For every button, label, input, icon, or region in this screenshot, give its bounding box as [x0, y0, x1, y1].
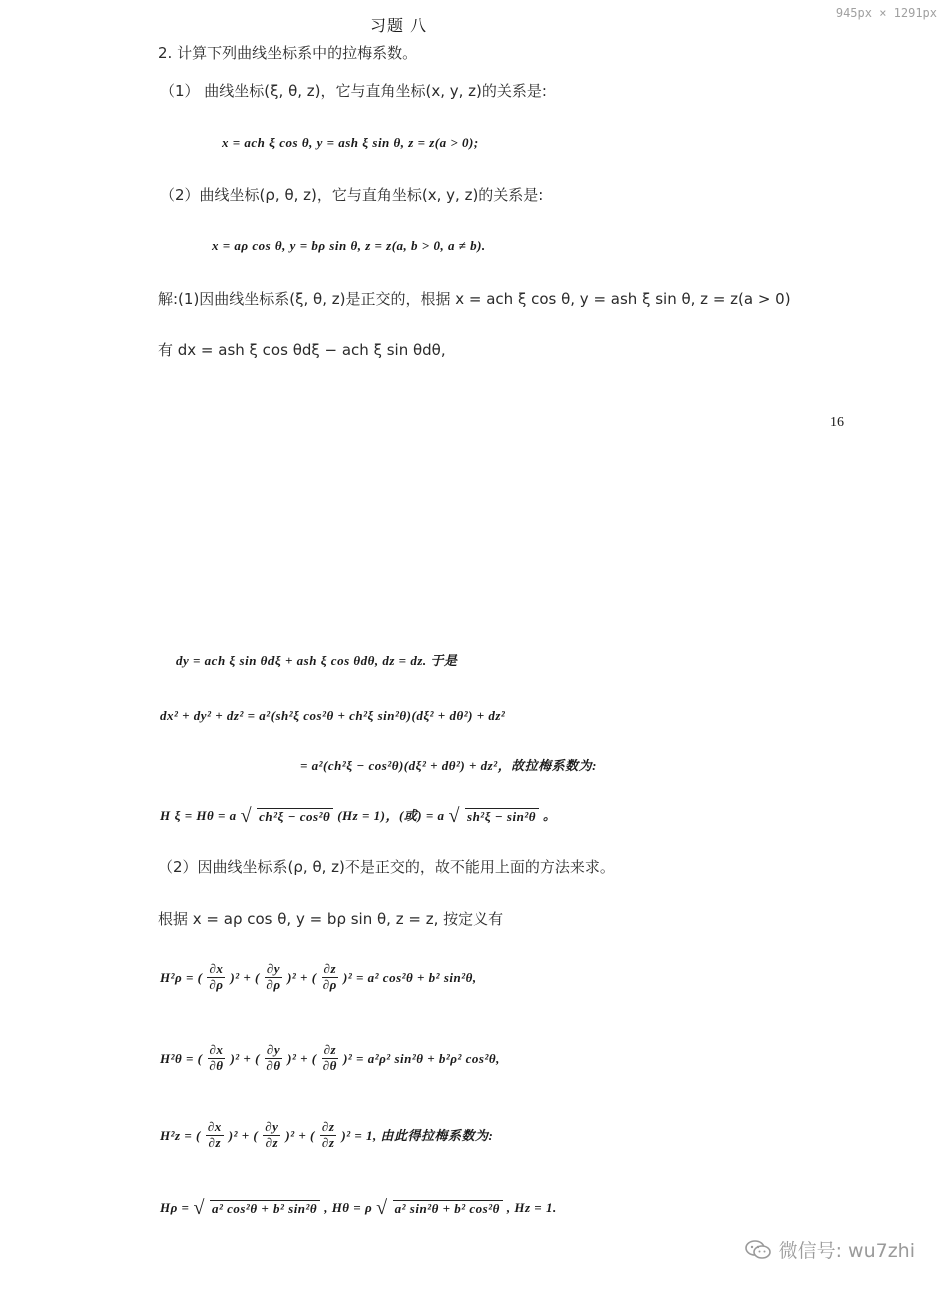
partial-fraction [207, 962, 225, 993]
image-dimension-label: 945px × 1291px [835, 6, 937, 20]
eq-rhs: )² = 1, 由此得拉梅系数为: [341, 1127, 494, 1143]
partial-fraction [206, 1120, 224, 1151]
partial-fraction [265, 1043, 282, 1074]
solution-line-7: （2）因曲线坐标系(ρ, θ, z)不是正交的，故不能用上面的方法来求。 [158, 858, 615, 876]
wechat-watermark [745, 1236, 915, 1263]
part2-equation: x = aρ cos θ, y = bρ sin θ, z = z(a, b > 0, a ≠ b). [212, 238, 486, 253]
denominator: ∂θ [322, 1057, 337, 1073]
h-z-alternative: (Hz = 1)，(或) = a [337, 808, 445, 824]
sqrt-icon: √ [376, 1197, 388, 1219]
h-xi-equals: ξ = Hθ = a [174, 808, 237, 824]
denominator: ∂ρ [266, 976, 281, 992]
separator: )² + ( [287, 1050, 317, 1066]
denominator: ∂ρ [322, 976, 337, 992]
numerator: ∂y [266, 961, 281, 976]
eq-rhs: )² = a² cos²θ + b² sin²θ, [343, 969, 477, 985]
numerator: ∂y [266, 1042, 281, 1057]
sqrt-radicand-rho: a² cos²θ + b² sin²θ [210, 1200, 320, 1217]
lame-coefficients-part1 [160, 804, 556, 828]
part2-intro: （2）曲线坐标(ρ, θ, z)，它与直角坐标(x, y, z)的关系是: [160, 186, 544, 204]
separator: )² + ( [228, 1127, 259, 1143]
solution-line-1: 解:(1)因曲线坐标系(ξ, θ, z)是正交的，根据 x = ach ξ cos θ, y = ash ξ sin θ, z = z(a > 0) [158, 290, 791, 308]
eq-lhs: H²z = ( [160, 1127, 201, 1143]
part1-equation: x = ach ξ cos θ, y = ash ξ sin θ, z = z(a > 0); [222, 135, 479, 150]
h-theta-label: , Hθ = ρ [324, 1200, 373, 1216]
partial-fraction [263, 1120, 280, 1151]
h-z-label: , Hz = 1. [506, 1200, 557, 1216]
denominator: ∂θ [266, 1057, 281, 1073]
denominator: ∂z [265, 1134, 279, 1150]
sqrt-radicand-1: ch²ξ − cos²θ [257, 808, 333, 825]
separator: )² + ( [287, 969, 317, 985]
solution-line-3: dy = ach ξ sin θdξ + ash ξ cos θdθ, dz = dz. 于是 [176, 653, 458, 668]
denominator: ∂z [208, 1134, 222, 1150]
solution-line-2: 有 dx = ash ξ cos θdξ − ach ξ sin θdθ, [158, 341, 446, 359]
numerator: ∂y [265, 1119, 279, 1134]
separator: )² + ( [230, 1050, 260, 1066]
partial-fraction [208, 1043, 226, 1074]
sqrt-icon: √ [240, 805, 253, 827]
eq-h-theta [160, 1043, 500, 1074]
solution-line-8: 根据 x = aρ cos θ, y = bρ sin θ, z = z, 按定义有 [158, 910, 504, 928]
sqrt-radicand-2: sh²ξ − sin²θ [465, 808, 539, 825]
partial-fraction [322, 962, 338, 993]
problem-statement: 2. 计算下列曲线坐标系中的拉梅系数。 [158, 44, 418, 62]
sqrt-radicand-theta: a² sin²θ + b² cos²θ [393, 1200, 503, 1217]
h-xi-symbol: H [160, 808, 171, 824]
eq-rhs: )² = a²ρ² sin²θ + b²ρ² cos²θ, [343, 1050, 500, 1066]
solution-line-4: dx² + dy² + dz² = a²(sh²ξ cos²θ + ch²ξ sin²θ)(dξ² + dθ²) + dz² [160, 708, 506, 723]
numerator: ∂x [209, 1042, 224, 1057]
separator: )² + ( [285, 1127, 315, 1143]
numerator: ∂z [321, 1119, 335, 1134]
separator: )² + ( [230, 969, 260, 985]
eq-lhs: H²θ = ( [160, 1050, 203, 1066]
denominator: ∂z [321, 1134, 335, 1150]
watermark-text: 微信号: wu7zhi [778, 1240, 915, 1262]
solution-line-5: = a²(ch²ξ − cos²θ)(dξ² + dθ²) + dz²，故拉梅系数为: [300, 758, 597, 773]
numerator: ∂z [323, 1042, 337, 1057]
partial-fraction [322, 1043, 338, 1074]
page-title: 习题 八 [370, 16, 428, 35]
eq-h-z [160, 1120, 493, 1151]
wechat-icon [745, 1240, 771, 1260]
denominator: ∂ρ [209, 976, 224, 992]
line-end-mark: 。 [542, 808, 557, 824]
numerator: ∂z [323, 961, 337, 976]
part1-intro: （1） 曲线坐标(ξ, θ, z)，它与直角坐标(x, y, z)的关系是: [160, 82, 547, 100]
denominator: ∂θ [209, 1057, 224, 1073]
partial-fraction [320, 1120, 336, 1151]
h-rho-label: Hρ = [160, 1200, 190, 1216]
final-lame-coefficients [160, 1196, 557, 1220]
numerator: ∂x [207, 1119, 222, 1134]
partial-fraction [265, 962, 282, 993]
numerator: ∂x [209, 961, 224, 976]
sqrt-icon: √ [193, 1197, 205, 1219]
page-number: 16 [830, 415, 844, 430]
eq-h-rho [160, 962, 477, 993]
sqrt-icon: √ [448, 805, 461, 827]
eq-lhs: H²ρ = ( [160, 969, 203, 985]
